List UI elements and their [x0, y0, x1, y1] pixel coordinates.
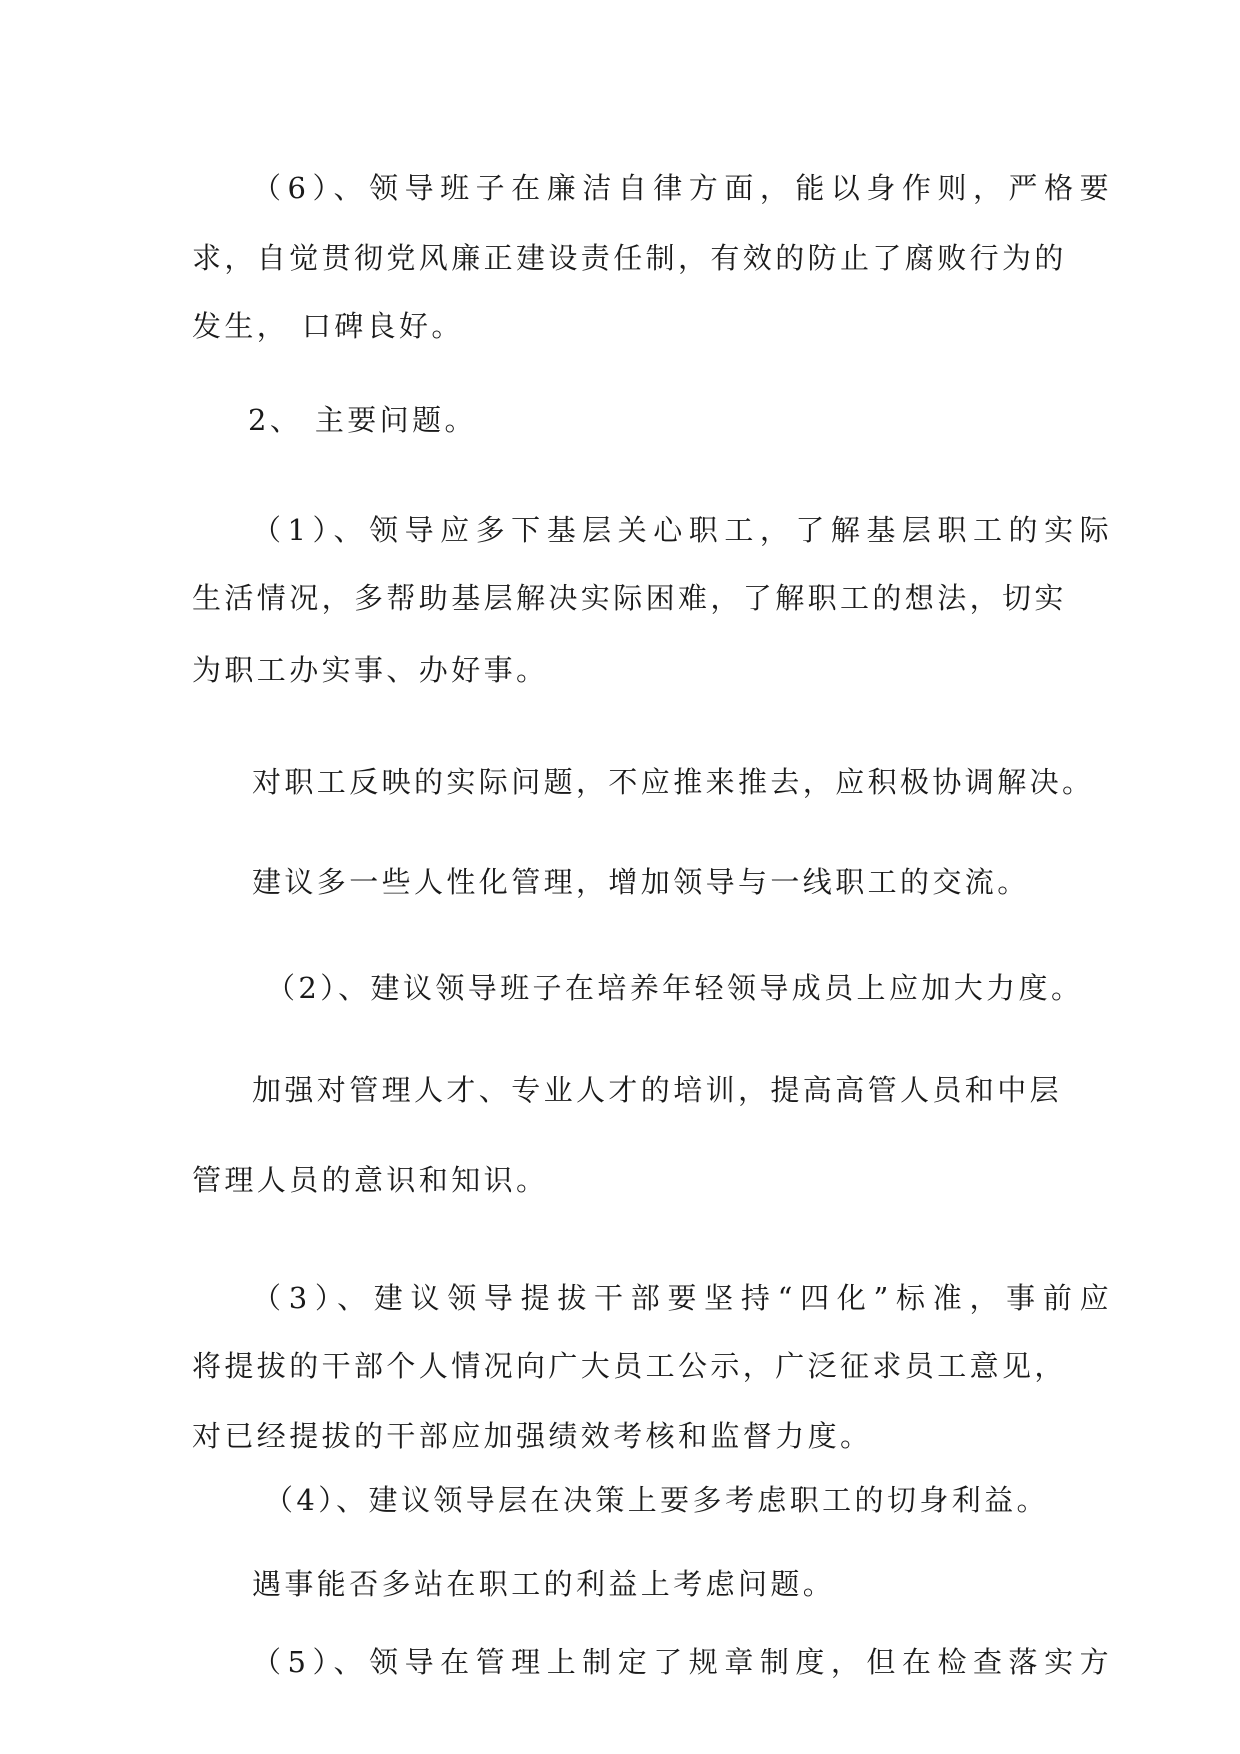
paragraph-2-line-1: （2）、建议领导班子在培养年轻领导成员上应加大力度。: [266, 971, 1084, 1005]
paragraph-1-line-1: （1）、领导应多下基层关心职工，了解基层职工的实际: [252, 513, 1112, 547]
paragraph-6-line-2: 求，自觉贯彻党风廉正建设责任制，有效的防止了腐败行为的: [192, 241, 1067, 275]
paragraph-6-line-1: （6）、领导班子在廉洁自律方面，能以身作则，严格要: [252, 171, 1112, 205]
paragraph-1-line-3: 为职工办实事、办好事。: [192, 653, 549, 687]
paragraph-line-humanized: 建议多一些人性化管理，增加领导与一线职工的交流。: [252, 865, 1030, 899]
paragraph-3-line-2: 将提拔的干部个人情况向广大员工公示，广泛征求员工意见，: [192, 1349, 1067, 1383]
paragraph-4-line-1: （4）、建议领导层在决策上要多考虑职工的切身利益。: [264, 1483, 1049, 1517]
paragraph-3-line-1: （3）、建议领导提拔干部要坚持“四化”标准，事前应: [252, 1281, 1112, 1315]
paragraph-training-line-2: 管理人员的意识和知识。: [192, 1163, 549, 1197]
section-heading-main-issues: 2、 主要问题。: [248, 403, 477, 437]
paragraph-5-line-1: （5）、领导在管理上制定了规章制度，但在检查落实方: [252, 1645, 1112, 1679]
paragraph-6-line-3: 发生， 口碑良好。: [192, 309, 464, 343]
paragraph-training-line-1: 加强对管理人才、专业人才的培训，提高高管人员和中层: [252, 1073, 1063, 1107]
paragraph-3-line-3: 对已经提拔的干部应加强绩效考核和监督力度。: [192, 1419, 873, 1453]
paragraph-4-line-2: 遇事能否多站在职工的利益上考虑问题。: [252, 1567, 836, 1601]
paragraph-1-line-2: 生活情况，多帮助基层解决实际困难，了解职工的想法，切实: [192, 581, 1067, 615]
paragraph-line-feedback: 对职工反映的实际问题，不应推来推去，应积极协调解决。: [252, 765, 1095, 799]
